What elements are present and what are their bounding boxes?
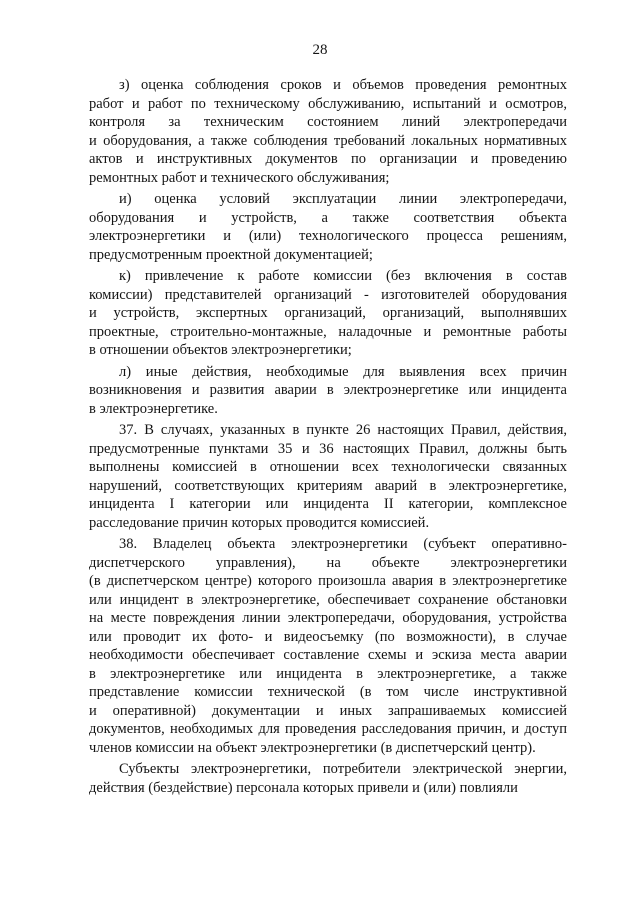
text-line: представление комиссии технической (в том числе инструктивной <box>89 684 567 700</box>
paragraph <box>89 76 567 187</box>
page-number: 28 <box>312 42 328 58</box>
text-line: оборудования и устройств, а также соответствия объекта <box>89 209 567 226</box>
text-line: контроля за техническим состоянием линий электропередачи <box>89 114 567 130</box>
text-line: предусмотренным проектной документацией; <box>89 246 373 263</box>
text-line: выполнены комиссией в отношении всех технологически связанных <box>89 459 567 475</box>
text-line: или инцидент в электроэнергетике, обеспечивает сохранение обстановки <box>89 591 567 608</box>
paragraph <box>89 363 567 419</box>
text-line: актов и инструктивных документов по организации и проведению <box>89 151 567 167</box>
text-line: 37. В случаях, указанных в пункте 26 настоящих Правил, действия, <box>119 422 567 438</box>
paragraph <box>89 760 567 797</box>
text-line: возникновения и развития аварии в электроэнергетике или инцидента <box>89 382 567 398</box>
text-line: предусмотренные пунктами 35 и 36 настоящих Правил, должны быть <box>89 440 567 457</box>
text-line: действия (бездействие) персонала которых привели и (или) повлияли <box>89 779 518 796</box>
paragraph <box>89 190 567 264</box>
paragraph <box>89 421 567 532</box>
text-line: и оперативной) документации и иных запрашиваемых комиссией <box>89 702 567 719</box>
text-line: и) оценка условий эксплуатации линии электропередачи, <box>119 191 567 207</box>
text-line: диспетчерского управления), на объекте электроэнергетики <box>89 554 567 571</box>
text-line: 38. Владелец объекта электроэнергетики (субъект оперативно- <box>119 536 567 552</box>
text-line: работ и работ по техническому обслуживанию, испытаний и осмотров, <box>89 95 567 112</box>
text-line: в отношении объектов электроэнергетики; <box>89 342 352 358</box>
text-line: нарушений, соответствующих критериям аварий в электроэнергетике, <box>89 477 567 494</box>
text-line: и оборудования, а также соблюдения требований локальных нормативных <box>89 132 567 149</box>
text-line: л) иные действия, необходимые для выявления всех причин <box>119 363 567 380</box>
text-line: документов, необходимых для проведения расследования причин, и доступ <box>89 721 567 737</box>
text-line: в электроэнергетике. <box>89 400 218 417</box>
text-line: членов комиссии на объект электроэнергетики (в диспетчерский центр). <box>89 739 536 756</box>
text-line: или проводит их фото- и видеосъемку (по возможности), в случае <box>89 628 567 645</box>
text-line: ремонтных работ и технического обслуживания; <box>89 169 390 186</box>
text-line: инцидента I категории или инцидента II категории, комплексное <box>89 496 567 512</box>
text-line: в электроэнергетике или инцидента в электроэнергетике, а также <box>89 665 567 682</box>
text-line: и устройств, экспертных организаций, организаций, выполнявших <box>89 305 567 321</box>
text-line: электроэнергетики и (или) технологического процесса решениям, <box>89 228 567 244</box>
text-line: расследование причин которых проводится комиссией. <box>89 514 430 531</box>
text-line: (в диспетчерском центре) которого произошла авария в электроэнергетике <box>89 573 567 589</box>
text-line: к) привлечение к работе комиссии (без включения в состав <box>119 268 567 284</box>
text-line: необходимости обеспечивает составление схемы и эскиза места аварии <box>89 647 567 663</box>
text-line: комиссии) представителей организаций - изготовителей оборудования <box>89 286 567 303</box>
text-line: на месте повреждения линии электропередачи, оборудования, устройства <box>89 610 567 626</box>
text-line: з) оценка соблюдения сроков и объемов проведения ремонтных <box>119 77 567 93</box>
text-line: проектные, строительно-монтажные, наладочные и ремонтные работы <box>89 323 567 340</box>
paragraph <box>89 267 567 360</box>
document-body <box>89 76 567 797</box>
paragraph <box>89 535 567 757</box>
text-line: Субъекты электроэнергетики, потребители электрической энергии, <box>119 761 567 777</box>
